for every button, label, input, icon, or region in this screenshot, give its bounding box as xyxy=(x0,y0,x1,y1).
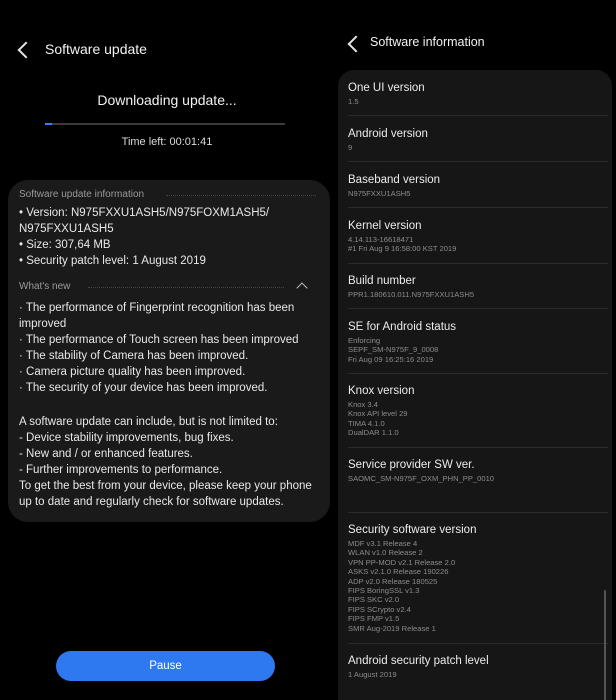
update-info-section-title: Software update information xyxy=(19,189,145,200)
back-icon[interactable] xyxy=(348,36,365,53)
item-value: Knox 3.4 xyxy=(348,400,378,409)
whats-new-line: · Camera picture quality has been improved. xyxy=(19,366,246,378)
item-value: FIPS FMP v1.5 xyxy=(348,614,400,624)
info-item-one-ui-version[interactable] xyxy=(348,81,608,106)
whats-new-line: improved xyxy=(19,318,67,330)
divider xyxy=(348,512,608,513)
notice-line: - Device stability improvements, bug fixes. xyxy=(19,432,234,444)
divider xyxy=(348,161,608,162)
divider xyxy=(348,447,608,448)
section-divider xyxy=(166,195,316,196)
item-title: Service provider SW ver. xyxy=(348,459,475,471)
info-item-kernel-version[interactable] xyxy=(348,219,608,254)
item-value: TIMA 4.1.0 xyxy=(348,418,385,428)
item-title: Kernel version xyxy=(348,220,422,232)
download-status-title: Downloading update... xyxy=(97,92,237,108)
item-title: SE for Android status xyxy=(348,321,457,333)
divider xyxy=(348,263,608,264)
info-item-android-security-patch-level[interactable] xyxy=(348,654,608,679)
item-value: #1 Fri Aug 9 16:58:00 KST 2019 xyxy=(348,244,457,254)
notice-line: To get the best from your device, please keep your phone xyxy=(19,480,312,492)
whats-new-line: · The performance of Touch screen has been improved xyxy=(19,334,299,346)
info-item-security-software-version[interactable] xyxy=(348,523,608,633)
info-item-baseband-version[interactable] xyxy=(348,173,608,198)
divider xyxy=(348,643,608,644)
info-line: • Version: N975FXXU1ASH5/N975FOXM1ASH5/ xyxy=(19,207,270,219)
item-value: WLAN v1.0 Release 2 xyxy=(348,548,423,558)
software-info-list xyxy=(338,70,612,700)
whats-new-title[interactable]: What's new xyxy=(19,281,71,292)
download-progress-fill xyxy=(45,123,52,125)
page-title: Software update xyxy=(45,41,147,57)
item-value: VPN PP-MOD v2.1 Release 2.0 xyxy=(348,557,456,567)
item-value: SEPF_SM-N975F_9_0008 xyxy=(348,345,439,355)
info-item-knox-version[interactable] xyxy=(348,384,608,438)
update-info-card xyxy=(8,180,330,522)
notice-line: up to date and regularly check for software updates. xyxy=(19,496,284,508)
item-value: Enforcing xyxy=(348,336,381,345)
pause-button[interactable]: Pause xyxy=(56,651,275,681)
info-line: N975FXXU1ASH5 xyxy=(19,223,114,235)
item-title: Security software version xyxy=(348,524,477,536)
item-value: SAOMC_SM-N975F_OXM_PHN_PP_0010 xyxy=(348,474,495,483)
item-value: PPR1.180610.011.N975FXXU1ASH5 xyxy=(348,290,475,299)
software-information-screen xyxy=(338,0,616,700)
notice-line: A software update can include, but is not limited to: xyxy=(19,416,278,428)
whats-new-line: · The performance of Fingerprint recognition has been xyxy=(19,302,295,314)
divider xyxy=(348,115,608,116)
info-line: • Security patch level: 1 August 2019 xyxy=(19,255,206,267)
item-value: N975FXXU1ASH5 xyxy=(348,189,411,198)
item-value: 9 xyxy=(348,143,353,152)
back-icon[interactable] xyxy=(18,42,35,59)
whats-new-line: · The stability of Camera has been improved. xyxy=(19,350,249,362)
item-title: Build number xyxy=(348,275,416,287)
time-left-text: Time left: 00:01:41 xyxy=(121,136,213,148)
item-value: FIPS BoringSSL v1.3 xyxy=(348,586,420,596)
item-value: FIPS SCrypto v2.4 xyxy=(348,604,411,614)
info-line: • Size: 307,64 MB xyxy=(19,239,111,251)
chevron-up-icon[interactable] xyxy=(296,282,307,293)
notice-line: - Further improvements to performance. xyxy=(19,464,223,476)
item-value: 1.5 xyxy=(348,97,359,106)
item-value: 4.14.113-16618471 xyxy=(348,235,414,244)
item-value: SMR Aug-2019 Release 1 xyxy=(348,623,436,633)
divider xyxy=(348,207,608,208)
notice-line: - New and / or enhanced features. xyxy=(19,448,193,460)
info-item-build-number[interactable] xyxy=(348,274,608,299)
info-item-service-provider-sw-ver[interactable] xyxy=(348,458,608,483)
download-progress-bar xyxy=(45,123,285,125)
whats-new-line: · The security of your device has been improved. xyxy=(19,382,268,394)
info-item-android-version[interactable] xyxy=(348,127,608,152)
item-title: Knox version xyxy=(348,385,415,397)
item-value: ASKS v2.1.0 Release 190226 xyxy=(348,567,449,577)
item-title: One UI version xyxy=(348,82,425,94)
item-value: MDF v3.1 Release 4 xyxy=(348,539,418,548)
scrollbar[interactable] xyxy=(604,590,606,700)
item-value: FIPS SKC v2.0 xyxy=(348,595,400,605)
item-title: Android version xyxy=(348,128,428,140)
item-value: DualDAR 1.1.0 xyxy=(348,428,399,438)
divider xyxy=(348,308,608,309)
item-value: ADP v2.0 Release 180525 xyxy=(348,576,438,586)
item-title: Baseband version xyxy=(348,174,441,186)
divider xyxy=(348,373,608,374)
info-item-se-for-android-status[interactable] xyxy=(348,320,608,364)
section-divider xyxy=(88,287,284,288)
item-value: Knox API level 29 xyxy=(348,409,408,419)
item-title: Android security patch level xyxy=(348,655,489,667)
item-value: Fri Aug 09 16:25:16 2019 xyxy=(348,354,434,364)
item-value: 1 August 2019 xyxy=(348,670,397,679)
page-title: Software information xyxy=(370,35,485,49)
